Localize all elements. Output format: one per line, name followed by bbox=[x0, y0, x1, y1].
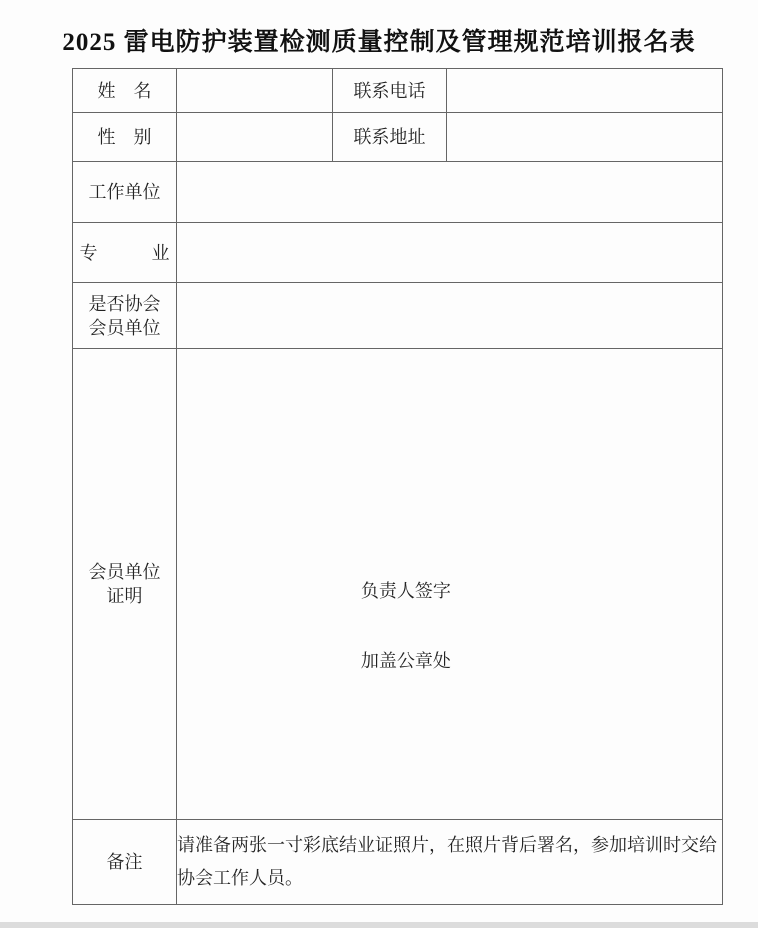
phone-field-cell[interactable] bbox=[447, 69, 723, 113]
table-row bbox=[73, 349, 723, 820]
table-row bbox=[73, 113, 723, 162]
member-unit-label-line1: 是否协会 bbox=[88, 293, 161, 314]
member-certificate-label bbox=[73, 349, 177, 820]
member-unit-label-line2: 会员单位 bbox=[88, 317, 161, 338]
page-bottom-edge bbox=[0, 922, 758, 928]
table-row bbox=[73, 820, 723, 905]
registration-form-table bbox=[72, 68, 723, 905]
certificate-area-cell[interactable] bbox=[177, 349, 723, 820]
member-certificate-label-line1: 会员单位 bbox=[88, 562, 161, 582]
responsible-person-signature-label: 负责人签字 bbox=[360, 581, 451, 601]
member-unit-field-cell[interactable] bbox=[177, 283, 723, 349]
table-row bbox=[73, 283, 723, 349]
member-certificate-label-line2: 证明 bbox=[106, 586, 143, 606]
name-field-cell[interactable] bbox=[177, 69, 333, 113]
member-unit-label bbox=[73, 283, 177, 349]
major-label: 专 业 bbox=[73, 223, 177, 283]
phone-label: 联系电话 bbox=[333, 69, 447, 113]
table-row bbox=[73, 223, 723, 283]
work-unit-label: 工作单位 bbox=[73, 162, 177, 223]
table-row bbox=[73, 162, 723, 223]
official-seal-label: 加盖公章处 bbox=[360, 651, 451, 671]
address-label: 联系地址 bbox=[333, 113, 447, 162]
gender-field-cell[interactable] bbox=[177, 113, 333, 162]
gender-label: 性 别 bbox=[73, 113, 177, 162]
address-field-cell[interactable] bbox=[447, 113, 723, 162]
remark-label: 备注 bbox=[73, 820, 177, 905]
form-title: 2025 雷电防护装置检测质量控制及管理规范培训报名表 bbox=[62, 29, 696, 56]
table-row bbox=[73, 69, 723, 113]
major-field-cell[interactable] bbox=[177, 223, 723, 283]
remark-text: 请准备两张一寸彩底结业证照片，在照片背后署名，参加培训时交给协会工作人员。 bbox=[177, 820, 723, 905]
work-unit-field-cell[interactable] bbox=[177, 162, 723, 223]
name-label: 姓 名 bbox=[73, 69, 177, 113]
